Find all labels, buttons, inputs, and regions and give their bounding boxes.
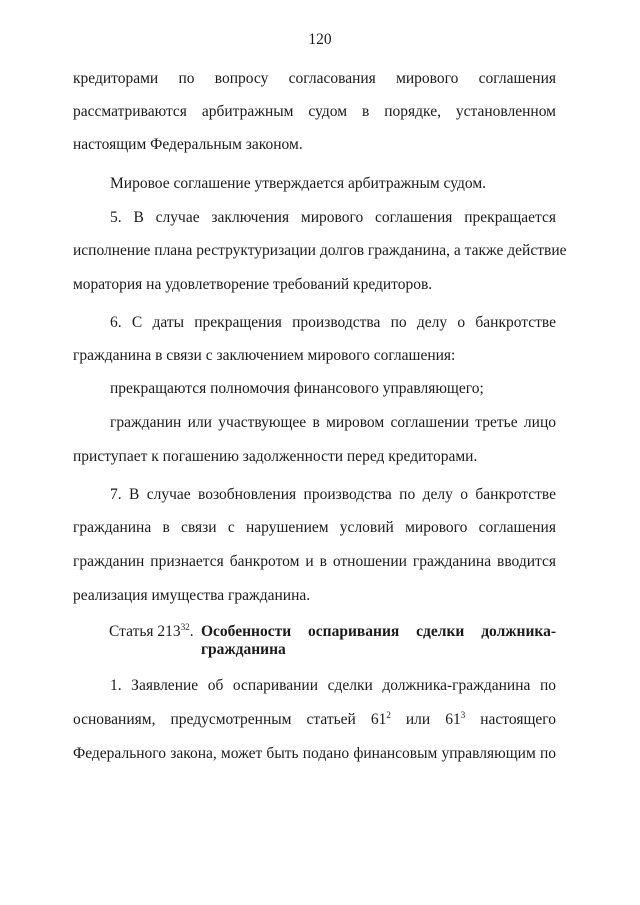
text-line: Федерального закона, может быть подано финансовым управляющим по — [73, 745, 556, 762]
superscript: 3 — [460, 710, 466, 720]
text-line: гражданина в связи с нарушением условий мирового соглашения — [73, 519, 556, 536]
superscript: 2 — [386, 710, 391, 720]
text-line: приступает к погашению задолженности перед кредиторами. — [73, 448, 478, 465]
article-number-sup: 32 — [180, 622, 190, 632]
text-line: моратория на удовлетворение требований кредиторов. — [73, 276, 433, 293]
text-line: 5. В случае заключения мирового соглашения прекращается — [110, 209, 556, 226]
text-line: рассматриваются арбитражным судом в порядке, установленном — [73, 103, 556, 120]
text-line: 1. Заявление об оспаривании сделки должника-гражданина по — [110, 677, 556, 694]
text-line: 6. С даты прекращения производства по делу о банкротстве — [110, 314, 556, 331]
text-line-with-superscripts: основаниям, предусмотренным статьей $61^2$ или $61^3$ настоящего — [73, 710, 556, 728]
text-line: настоящим Федеральным законом. — [73, 136, 303, 153]
text-line: гражданина в связи с заключением мирового соглашения: — [73, 347, 456, 364]
article-title — [201, 623, 556, 659]
text-line: исполнение плана реструктуризации долгов гражданина, а также действие — [73, 242, 567, 259]
text-line: гражданин или участвующее в мировом соглашении третье лицо — [110, 414, 556, 431]
article-label: Статья $213^{32}$. — [109, 622, 194, 640]
text-line: Мировое соглашение утверждается арбитражным судом. — [110, 175, 487, 192]
article-title-line: Особенности оспаривания сделки должника- — [201, 623, 556, 640]
text-line: реализация имущества гражданина. — [73, 587, 311, 604]
text-line: 7. В случае возобновления производства по делу о банкротстве — [110, 486, 556, 503]
text-line: прекращаются полномочия финансового управляющего; — [110, 380, 484, 397]
text-line: гражданин признается банкротом и в отношении гражданина вводится — [73, 553, 556, 570]
page-number: 120 — [308, 31, 332, 48]
text-line: кредиторами по вопросу согласования мирового соглашения — [73, 70, 556, 87]
article-title-line: гражданина — [201, 641, 286, 658]
